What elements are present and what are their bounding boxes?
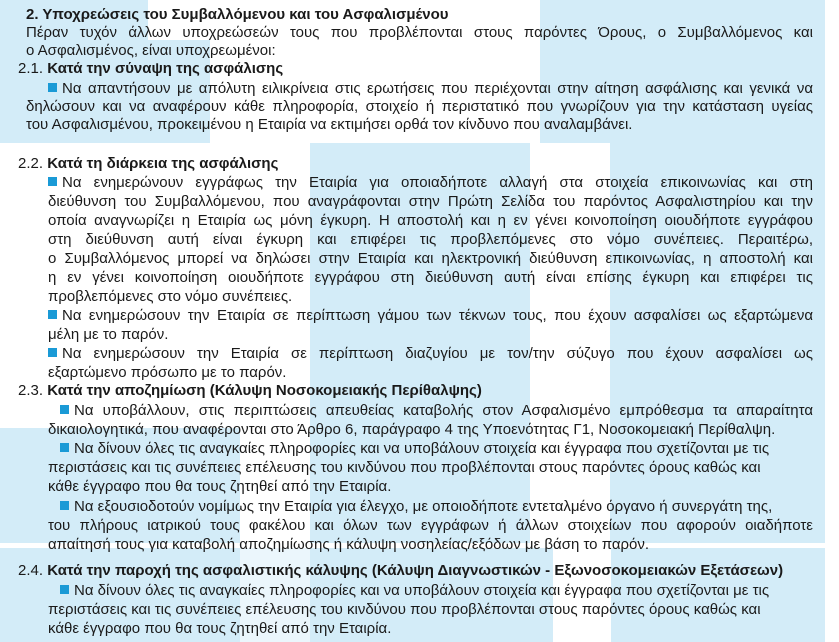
subsection-heading bbox=[18, 562, 783, 580]
paragraph-line: κάθε έγγραφο που θα τους ζητηθεί από την Εταιρία. bbox=[48, 620, 392, 637]
paragraph-line: προβλεπόμενες στο νόμο συνέπειες. bbox=[48, 288, 293, 305]
bullet-icon bbox=[48, 177, 57, 186]
paragraph-line: του πλήρους ιατρικού τους φακέλου και όλων των εγγράφων ή άλλων στοιχείων που αφορούν οιαδήποτε bbox=[48, 517, 813, 534]
paragraph-line: περιστάσεις και τις συνέπειες επέλευσης του κινδύνου που προβλέπονται στους παρόντες όρους καθώς και bbox=[48, 459, 761, 476]
intro-line: ο Ασφαλισμένος, είναι υποχρεωμένοι: bbox=[26, 42, 276, 59]
subsection-heading bbox=[18, 60, 283, 78]
subsection-title: Κατά την σύναψη της ασφάλισης bbox=[47, 60, 284, 77]
paragraph-line: περιστάσεις και τις συνέπειες επέλευσης του κινδύνου που προβλέπονται στους παρόντες όρους καθώς και bbox=[48, 601, 761, 618]
bullet-icon bbox=[60, 501, 69, 510]
paragraph-line: του Ασφαλισμένου, προκειμένου η Εταιρία να εκτιμήσει ορθά τον κίνδυνο που αναλαμβάνει. bbox=[26, 116, 633, 133]
paragraph-line: εξαρτώμενο πρόσωπο με το παρόν. bbox=[48, 364, 287, 381]
subsection-title: Κατά τη διάρκεια της ασφάλισης bbox=[47, 155, 279, 172]
bullet-icon bbox=[60, 405, 69, 414]
paragraph-line: Να υποβάλλουν, στις περιπτώσεις απευθείας καταβολής στον Ασφαλισμένο εμπρόθεσμα τα απαραίτητα bbox=[60, 402, 813, 420]
paragraph-line: Να εξουσιοδοτούν νομίμως την Εταιρία για έλεγχο, με οποιοδήποτε εντεταλμένο όργανο ή συνεργάτη της, bbox=[60, 498, 772, 516]
subsection-heading bbox=[18, 155, 278, 173]
intro-line: Πέραν τυχόν άλλων υποχρεώσεών τους που προβλέπονται στους παρόντες Όρους, ο Συμβαλλόμενος και bbox=[26, 24, 813, 41]
paragraph-line: ο Συμβαλλόμενος μπορεί να δηλώσει στην Εταιρία και ηλεκτρονική διεύθυνση επικοινωνίας, η αποστολή και bbox=[48, 250, 813, 267]
bullet-icon bbox=[48, 348, 57, 357]
paragraph-line: διεύθυνση του Συμβαλλόμενου, που αναγράφονται στην Πρώτη Σελίδα του παρόντος Ασφαλιστηρίου και την bbox=[48, 193, 813, 210]
bullet-icon bbox=[48, 310, 57, 319]
paragraph-line: Να δίνουν όλες τις αναγκαίες πληροφορίες και να υποβάλουν στοιχεία και έγγραφα που σχετίζονται με τις bbox=[60, 582, 769, 600]
subsection-heading bbox=[18, 382, 482, 400]
paragraph-line: στη διεύθυνση αυτή είναι έγκυρη και επιφέρει τις προβλεπόμενες στο νόμο συνέπειες. Περαιτέρω, bbox=[48, 231, 813, 248]
bullet-icon bbox=[60, 585, 69, 594]
subsection-number: 2.3. bbox=[18, 382, 44, 399]
paragraph-line: οποία αναγνωρίζει η Εταιρία ως μόνη έγκυρη. Η αποστολή και η εν γένει κοινοποίηση οιουδήποτε εγγράφου bbox=[48, 212, 813, 229]
paragraph-line: απαίτησή τους για καταβολή αποζημίωσης ή κάλυψη νοσηλείας/εξόδων με βάση το παρόν. bbox=[48, 536, 650, 553]
paragraph-line: Να δίνουν όλες τις αναγκαίες πληροφορίες και να υποβάλουν στοιχεία και έγγραφα που σχετίζονται με τις bbox=[60, 440, 769, 458]
paragraph-line: δηλώσουν και να αναφέρουν κάθε πληροφορία, στοιχείο ή περιστατικό που γνωρίζουν για την κατάσταση υγείας bbox=[26, 98, 813, 115]
bullet-icon bbox=[48, 83, 57, 92]
subsection-title: Κατά την παροχή της ασφαλιστικής κάλυψης (Κάλυψη Διαγνωστικών - Εξωνοσοκομειακών Εξετάσεων) bbox=[47, 562, 784, 579]
bullet-icon bbox=[60, 443, 69, 452]
subsection-title: Κατά την αποζημίωση (Κάλυψη Νοσοκομειακής Περίθαλψης) bbox=[47, 382, 482, 399]
subsection-number: 2.1. bbox=[18, 60, 44, 77]
paragraph-line: η εν γένει κοινοποίηση οιουδήποτε εγγράφου στη διεύθυνση αυτή είναι επίσης έγκυρη και επιφέρει τις bbox=[48, 269, 813, 286]
paragraph-line: Να απαντήσουν με απόλυτη ειλικρίνεια στις ερωτήσεις που περιέχονται στην αίτηση ασφάλισης και γενικά να bbox=[48, 80, 813, 98]
paragraph-line: δικαιολογητικά, που αναφέρονται στο Άρθρο 6, παράγραφο 4 της Υποενότητας Γ1, Νοσοκομειακή Περίθαλψη. bbox=[48, 421, 776, 438]
subsection-number: 2.2. bbox=[18, 155, 44, 172]
paragraph-line: Να ενημερώσουν την Εταιρία σε περίπτωση διαζυγίου με τον/την σύζυγο που έχουν ασφαλίσει ως bbox=[48, 345, 813, 363]
paragraph-line: Να ενημερώνουν εγγράφως την Εταιρία για οποιαδήποτε αλλαγή στα στοιχεία επικοινωνίας και στη bbox=[48, 174, 813, 192]
paragraph-line: Να ενημερώσουν την Εταιρία σε περίπτωση γάμου των τέκνων τους, που έχουν ασφαλίσει ως εξαρτώμενα bbox=[48, 307, 813, 325]
paragraph-line: κάθε έγγραφο που θα τους ζητηθεί από την Εταιρία. bbox=[48, 478, 392, 495]
subsection-number: 2.4. bbox=[18, 562, 44, 579]
section-title: 2. Υποχρεώσεις του Συμβαλλόμενου και του Ασφαλισμένου bbox=[26, 6, 449, 23]
paragraph-line: μέλη με το παρόν. bbox=[48, 326, 169, 343]
